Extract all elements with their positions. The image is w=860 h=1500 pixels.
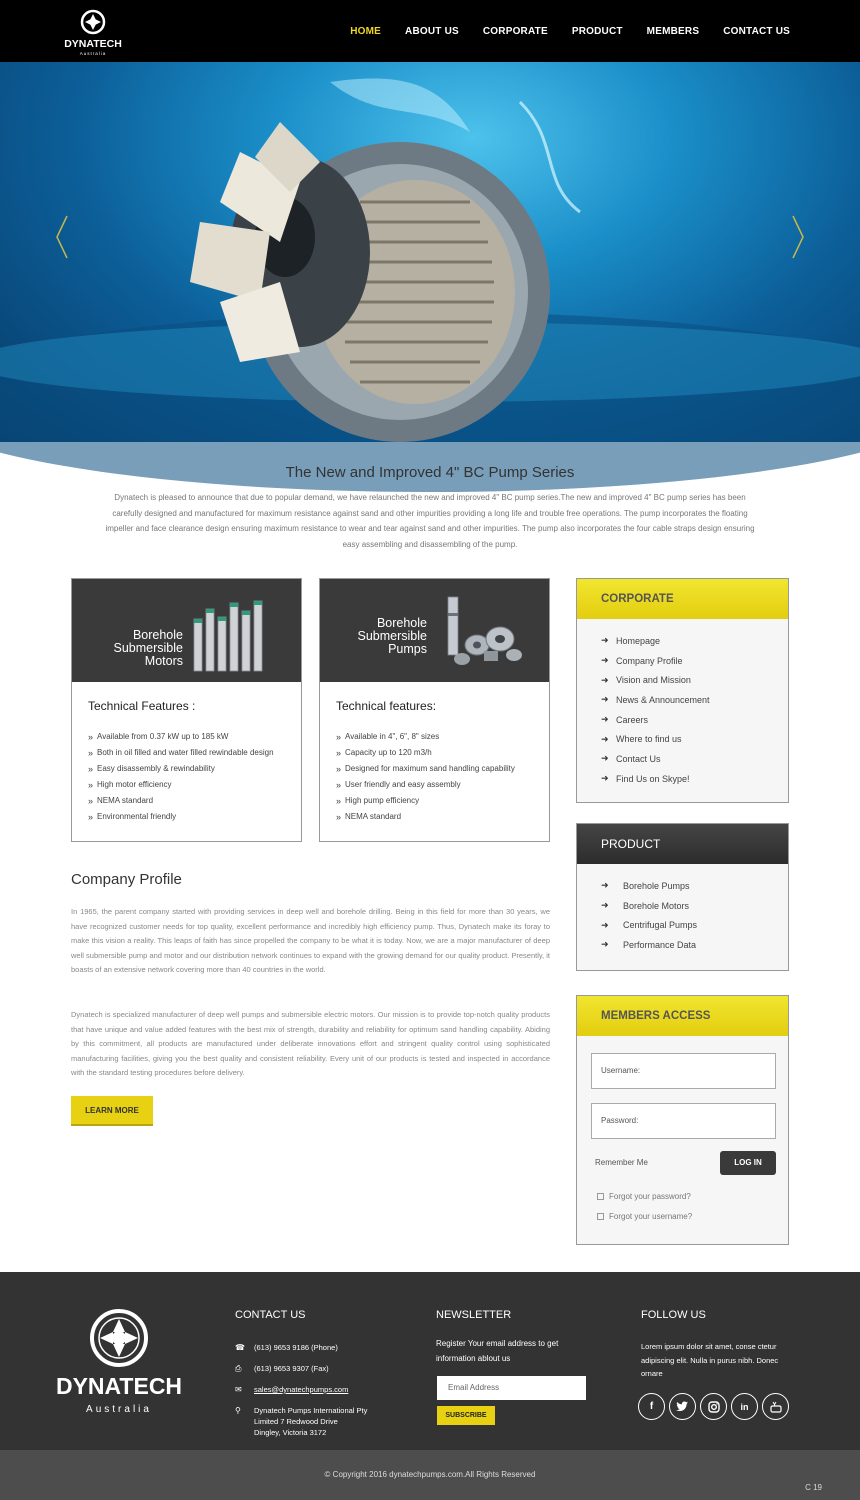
double-chevron-icon: » [88, 764, 92, 774]
double-chevron-icon: » [336, 748, 340, 758]
footer [0, 1272, 860, 1450]
arrow-right-icon: ➜ [601, 733, 609, 744]
double-chevron-icon: » [336, 732, 340, 742]
arrow-right-icon: ➜ [601, 880, 609, 891]
login-button[interactable]: LOG IN [720, 1151, 776, 1175]
checkbox-icon [597, 1193, 604, 1200]
follow-text: Lorem ipsum dolor sit amet, conse ctetur adipiscing elit. Nulla in purus nibh. Donec ornare [641, 1342, 779, 1378]
card-title: Technical features: [336, 699, 437, 713]
footer-email[interactable]: ✉ sales@dynatechpumps.com [235, 1385, 349, 1394]
sidebar-item-performance-data[interactable]: ➜ Performance Data [601, 939, 697, 950]
list-item: » NEMA standard [336, 809, 515, 825]
arrow-right-icon: ➜ [601, 919, 609, 930]
nav-home[interactable]: HOME [350, 25, 382, 37]
pumps-image [432, 593, 524, 669]
copyright-text: © Copyright 2016 dynatechpumps.com.All Rights Reserved [324, 1470, 536, 1479]
linkedin-icon[interactable]: in [731, 1393, 758, 1420]
double-chevron-icon: » [88, 748, 92, 758]
hero-pump-image [0, 62, 860, 442]
footer-address: ⚲ Dynatech Pumps International Pty Limited 7 Redwood Drive Dingley, Victoria 3172 [235, 1406, 368, 1437]
arrow-right-icon: ➜ [601, 753, 609, 764]
username-field[interactable]: Username: [591, 1053, 776, 1089]
social-links [638, 1393, 789, 1420]
list-item: » Available from 0.37 kW up to 185 kW [88, 729, 274, 745]
list-item: » Environmental friendly [88, 809, 274, 825]
youtube-icon[interactable] [762, 1393, 789, 1420]
footer-phone: ☎ (613) 9653 9186 (Phone) [235, 1343, 338, 1352]
double-chevron-icon: » [336, 812, 340, 822]
arrow-right-icon: ➜ [601, 900, 609, 911]
features-list [336, 729, 515, 825]
facebook-icon[interactable]: f [638, 1393, 665, 1420]
footer-contact-heading: CONTACT US [235, 1309, 306, 1321]
sidebar-item-skype[interactable]: ➜ Find Us on Skype! [601, 773, 690, 784]
double-chevron-icon: » [88, 796, 92, 806]
main-nav [338, 0, 802, 62]
company-profile-paragraph-1: In 1965, the parent company started with providing services in deep well and borehole drilling. Being in this field for more than 30 years, we have recognized customer needs for top quality, excellent performance and incredibly high efficiency pump. Thus, Dynatech make its foray to make this vision a reality. This leaps of faith has since propelled the company to be what it is today. Now, we are a major manufacturer of deep well submersible pump and motor and our distribution network continues to expand with the growing demand for our quality product. Presently, it boasts of an extensive network covering more than 40 countries in the world. [71, 907, 550, 974]
card-banner-title: Borehole Submersible Pumps [357, 616, 427, 656]
footer-newsletter-heading: NEWSLETTER [436, 1309, 512, 1321]
dynatech-logo[interactable] [64, 6, 122, 58]
copyright-bar [0, 1450, 860, 1500]
arrow-right-icon: ➜ [601, 939, 609, 950]
double-chevron-icon: » [336, 780, 340, 790]
checkbox-icon [597, 1213, 604, 1220]
nav-corporate[interactable]: CORPORATE [482, 25, 548, 37]
product-menu [577, 864, 788, 955]
newsletter-text: Register Your email address to get information ablout us [436, 1339, 559, 1363]
sidebar-item-careers[interactable]: ➜ Careers [601, 714, 649, 725]
learn-more-button[interactable]: LEARN MORE [71, 1096, 153, 1126]
list-item: » Both in oil filled and water filled rewindable design [88, 745, 274, 761]
list-item: » High motor efficiency [88, 777, 274, 793]
nav-about-us[interactable]: ABOUT US [405, 25, 459, 37]
nav-contact-us[interactable]: CONTACT US [723, 25, 790, 37]
forgot-password-link[interactable]: Forgot your password? [597, 1192, 691, 1201]
nav-members[interactable]: MEMBERS [646, 25, 700, 37]
double-chevron-icon: » [336, 796, 340, 806]
page-id: C 19 [805, 1483, 822, 1492]
sidebar-item-company-profile[interactable]: ➜ Company Profile [601, 655, 683, 666]
intro-title: The New and Improved 4" BC Pump Series [285, 464, 575, 481]
slider-prev-arrow[interactable] [55, 214, 69, 260]
remember-me-label[interactable]: Remember Me [595, 1158, 648, 1167]
motors-image [190, 597, 270, 675]
top-navigation-bar [0, 0, 860, 62]
double-chevron-icon: » [88, 812, 92, 822]
phone-icon: ☎ [235, 1343, 245, 1352]
list-item: » Designed for maximum sand handling capability [336, 761, 515, 777]
sidebar-item-borehole-motors[interactable]: ➜ Borehole Motors [601, 900, 690, 911]
product-card-motors[interactable] [71, 578, 302, 842]
card-banner [72, 579, 301, 682]
product-card-pumps[interactable] [319, 578, 550, 842]
subscribe-button[interactable]: SUBSCRIBE [437, 1406, 495, 1425]
sidebar-item-vision-mission[interactable]: ➜ Vision and Mission [601, 674, 691, 686]
newsletter-email-input[interactable]: Email Address [437, 1376, 586, 1400]
features-list [88, 729, 274, 825]
password-field[interactable]: Password: [591, 1103, 776, 1139]
footer-fax: ⎙ (613) 9653 9307 (Fax) [235, 1364, 329, 1373]
instagram-icon[interactable] [700, 1393, 727, 1420]
arrow-right-icon: ➜ [601, 655, 609, 666]
list-item: » Available in 4", 6", 8" sizes [336, 729, 515, 745]
company-profile-paragraph-2: Dynatech is specialized manufacturer of deep well pumps and submersible electric motors. Our mission is to provide top-notch quality products that have unique and value added features with the best mix of strength, durability and reliability for optimum sand handling capability. Abiding by this commitment, all products are manufactured under deliberate innovations effort and stringent quality control using sophisticated manufacturing facilities, giving you the best quality and consistent reliability. Every unit of our products is tested and inspected in accordance with the standard testing procedures before delivery. [71, 1010, 550, 1077]
members-access-box [576, 995, 789, 1245]
list-item: » Easy disassembly & rewindability [88, 761, 274, 777]
envelope-icon: ✉ [235, 1385, 242, 1394]
hero-slider [0, 62, 860, 442]
double-chevron-icon: » [336, 764, 340, 774]
double-chevron-icon: » [88, 780, 92, 790]
map-pin-icon: ⚲ [235, 1406, 241, 1415]
twitter-icon[interactable] [669, 1393, 696, 1420]
sidebar-item-where-to-find[interactable]: ➜ Where to find us [601, 733, 682, 745]
footer-follow-heading: FOLLOW US [641, 1309, 706, 1321]
product-heading: PRODUCT [577, 824, 788, 864]
arrow-right-icon: ➜ [601, 674, 609, 685]
sidebar-item-centrifugal-pumps[interactable]: ➜ Centrifugal Pumps [601, 919, 698, 931]
svg-text:DYNATECH: DYNATECH [64, 38, 122, 50]
sidebar-item-contact-us[interactable]: ➜ Contact Us [601, 753, 661, 764]
list-item: » High pump efficiency [336, 793, 515, 809]
product-box [576, 823, 789, 971]
corporate-menu [577, 619, 788, 789]
forgot-username-link[interactable]: Forgot your username? [597, 1212, 692, 1221]
card-title: Technical Features : [88, 699, 196, 713]
intro-text: Dynatech is pleased to announce that due to popular demand, we have relaunched the new and improved 4" BC pump series.The new and improved 4" BC pump series has been carefully designed and manufactured for maximum resistance against sand and other impurities providing a long life and trouble free operations. The pump incorporates the floating impeller and face clearance design ensuring maximum resistance to wear and tear against sand and other impurities. The pump also incorporates the four cable straps design ensuring easy assembling and disassembling of the pump. [105, 493, 755, 549]
arrow-right-icon: ➜ [601, 773, 609, 784]
list-item: » NEMA standard [88, 793, 274, 809]
fax-icon: ⎙ [235, 1364, 242, 1373]
svg-text:DYNATECH: DYNATECH [55, 1373, 183, 1399]
corporate-box [576, 578, 789, 803]
members-access-heading: MEMBERS ACCESS [577, 996, 788, 1036]
sidebar-item-news[interactable]: ➜ News & Announcement [601, 694, 710, 705]
svg-text:Australia: Australia [79, 51, 107, 56]
company-profile-title: Company Profile [71, 871, 182, 888]
arrow-right-icon: ➜ [601, 714, 609, 725]
sidebar-item-borehole-pumps[interactable]: ➜ Borehole Pumps [601, 880, 690, 891]
list-item: » User friendly and easy assembly [336, 777, 515, 793]
slider-next-arrow[interactable] [791, 214, 805, 260]
card-banner [320, 579, 549, 682]
arrow-right-icon: ➜ [601, 694, 609, 705]
sidebar-item-homepage[interactable]: ➜ Homepage [601, 635, 661, 646]
double-chevron-icon: » [88, 732, 92, 742]
arrow-right-icon: ➜ [601, 635, 609, 646]
card-banner-title: Borehole Submersible Motors [113, 628, 183, 668]
nav-product[interactable]: PRODUCT [571, 25, 623, 37]
footer-logo[interactable] [55, 1308, 183, 1425]
list-item: » Capacity up to 120 m3/h [336, 745, 515, 761]
svg-text:Australia: Australia [86, 1404, 152, 1415]
corporate-heading: CORPORATE [577, 579, 788, 619]
